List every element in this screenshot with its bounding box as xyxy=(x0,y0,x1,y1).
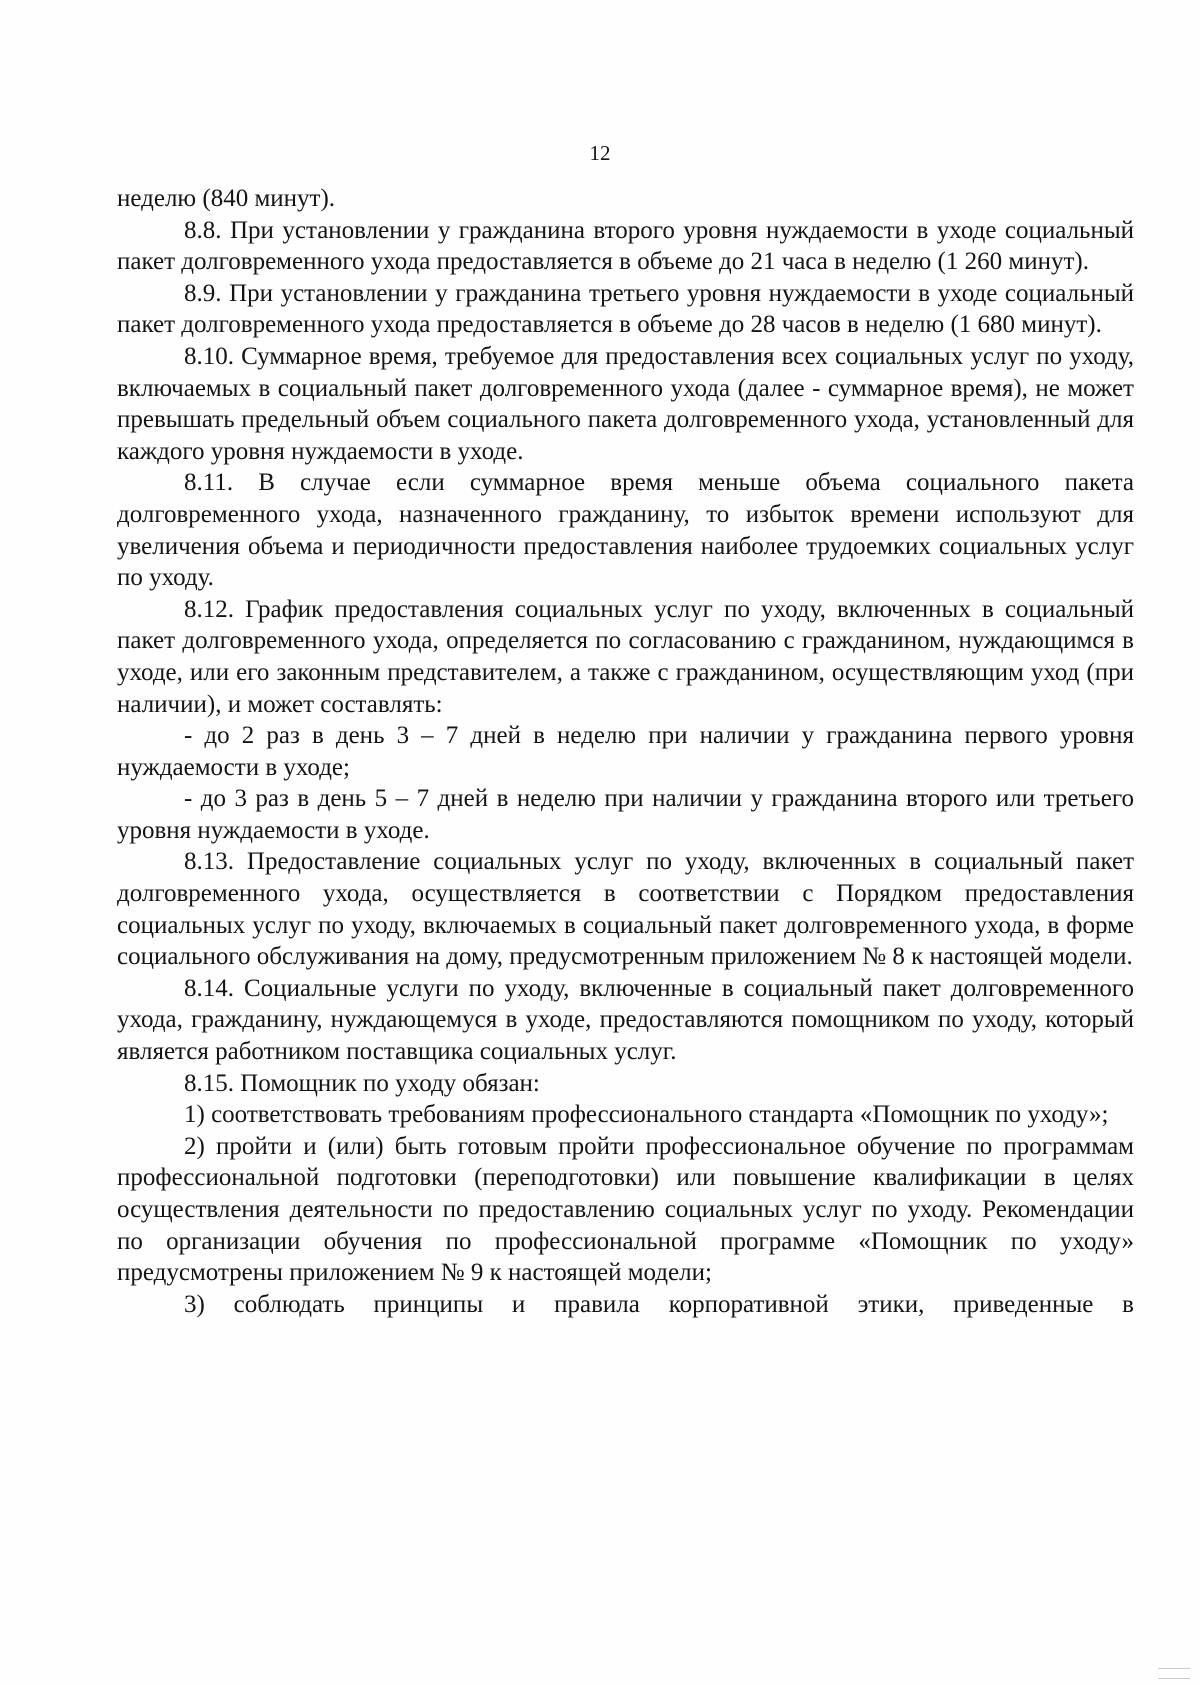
page-number: 12 xyxy=(589,141,611,165)
list-item-schedule-level-2-3: - до 3 раз в день 5 – 7 дней в неделю при наличии у гражданина второго или третьего уровня нуждаемости в уходе. xyxy=(117,785,1134,844)
scan-edge-mark xyxy=(1158,1678,1190,1679)
scan-edge-mark xyxy=(1158,1668,1190,1669)
list-item-duty-3: 3) соблюдать принципы и правила корпоративной этики, приведенные в xyxy=(184,1290,1134,1318)
paragraph-8-9: 8.9. При установлении у гражданина третьего уровня нуждаемости в уходе социальный пакет долговременного ухода предоставляется в объеме до 28 часов в неделю (1 680 минут). xyxy=(117,279,1134,339)
list-item-duty-1: 1) соответствовать требованиям профессионального стандарта «Помощник по уходу»; xyxy=(184,1101,1109,1129)
paragraph-continuation: неделю (840 минут). xyxy=(117,185,336,212)
list-item-duty-2: 2) пройти и (или) быть готовым пройти профессиональное обучение по программам профессиональной подготовки (переподготовки) или повышение квалификации в целях осуществления деятельности по предоставлению социальных услуг по уходу. Рекомендации по организации обучения по профессиональной программе «Помощник по уходу» предусмотрены приложением № 9 к настоящей модели; xyxy=(117,1132,1134,1287)
paragraph-8-11: 8.11. В случае если суммарное время меньше объема социального пакета долговременного ухода, назначенного гражданину, то избыток времени используют для увеличения объема и периодичности предоставления наиболее трудоемких социальных услуг по уходу. xyxy=(117,469,1134,592)
paragraph-8-8: 8.8. При установлении у гражданина второго уровня нуждаемости в уходе социальный пакет долговременного ухода предоставляется в объеме до 21 часа в неделю (1 260 минут). xyxy=(117,216,1134,276)
paragraph-8-13: 8.13. Предоставление социальных услуг по уходу, включенных в социальный пакет долговременного ухода, осуществляется в соответствии с Порядком предоставления социальных услуг по уходу, включаемых в социальный пакет долговременного ухода, в форме социального обслуживания на дому, предусмотренным приложением № 8 к настоящей модели. xyxy=(117,848,1134,971)
paragraph-8-15: 8.15. Помощник по уходу обязан: xyxy=(184,1069,540,1097)
paragraph-8-10: 8.10. Суммарное время, требуемое для предоставления всех социальных услуг по уходу, включаемых в социальный пакет долговременного ухода (далее - суммарное время), не может превышать предельный объем социального пакета долговременного ухода, установленный для каждого уровня нуждаемости в уходе. xyxy=(117,342,1134,465)
paragraph-8-14: 8.14. Социальные услуги по уходу, включенные в социальный пакет долговременного ухода, гражданину, нуждающемуся в уходе, предоставляются помощником по уходу, который является работником поставщика социальных услуг. xyxy=(117,974,1134,1066)
document-body xyxy=(117,183,1134,1320)
list-item-schedule-level-1: - до 2 раз в день 3 – 7 дней в неделю при наличии у гражданина первого уровня нуждаемости в уходе; xyxy=(117,722,1134,781)
paragraph-8-12: 8.12. График предоставления социальных услуг по уходу, включенных в социальный пакет долговременного ухода, определяется по согласованию с гражданином, нуждающимся в уходе, или его законным представителем, а также с гражданином, осуществляющим уход (при наличии), и может составлять: xyxy=(117,595,1134,718)
